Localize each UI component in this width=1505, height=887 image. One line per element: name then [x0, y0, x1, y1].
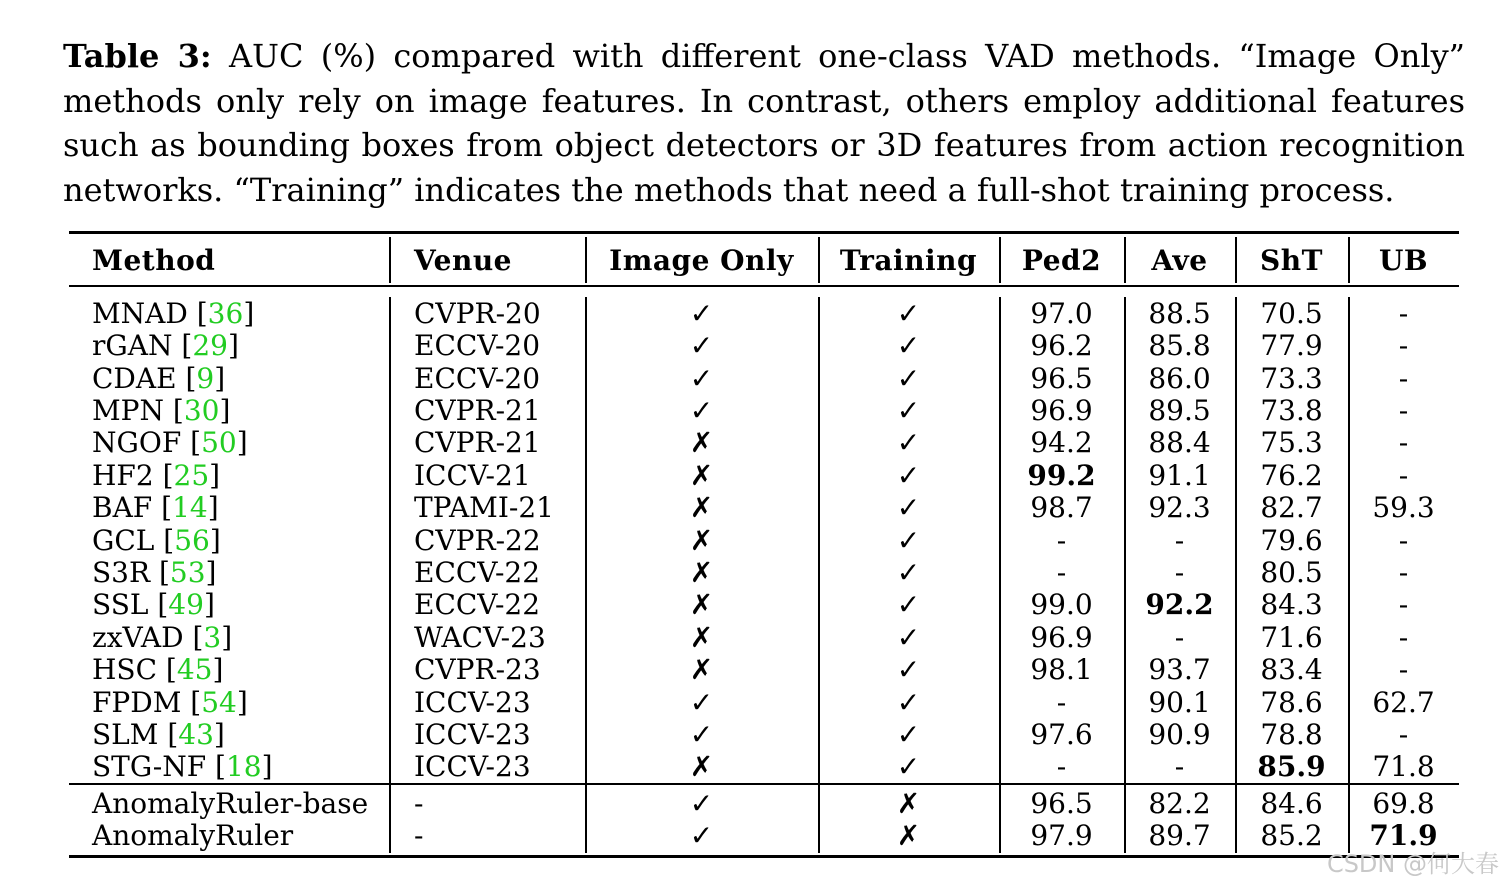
cell-training: ✓ [896, 717, 921, 751]
citation-link[interactable]: 43 [178, 717, 214, 751]
header-venue: Venue [414, 243, 512, 277]
header-rule [69, 285, 1459, 287]
citation-link[interactable]: 9 [196, 361, 215, 395]
cell-image-only: ✓ [689, 819, 714, 853]
cell-sht: 73.8 [1260, 393, 1323, 427]
cell-ub: 71.8 [1372, 750, 1435, 784]
method-name: BAF [92, 491, 153, 525]
cell-ub: - [1398, 296, 1409, 330]
cell-venue: CVPR-23 [414, 653, 541, 687]
table-row [69, 589, 1459, 621]
column-separator [999, 785, 1001, 853]
cell-ped2: 96.5 [1030, 786, 1093, 820]
cell-sht: 82.7 [1260, 491, 1323, 525]
column-separator [1124, 237, 1126, 283]
cell-ub: 69.8 [1372, 786, 1435, 820]
column-separator [389, 237, 391, 283]
cell-ub: - [1398, 653, 1409, 687]
column-separator [1348, 297, 1350, 783]
column-separator [585, 785, 587, 853]
cell-ave: 90.1 [1148, 685, 1211, 719]
cell-training: ✓ [896, 393, 921, 427]
cell-training: ✓ [896, 426, 921, 460]
column-separator [818, 297, 820, 783]
cell-ub: - [1398, 523, 1409, 557]
citation-link[interactable]: 18 [225, 750, 262, 784]
cell-sht: 71.6 [1260, 620, 1323, 654]
cell-image-only: ✗ [689, 555, 714, 589]
cell-method: GCL [ 56 ] [92, 523, 221, 557]
citation-link[interactable]: 53 [169, 555, 206, 589]
cell-training: ✓ [896, 296, 921, 330]
cell-venue: ECCV-20 [414, 329, 541, 363]
cell-ave: - [1174, 523, 1185, 557]
table-row [69, 394, 1459, 426]
cell-venue: CVPR-21 [414, 393, 541, 427]
table-row [69, 524, 1459, 556]
table-row [69, 329, 1459, 361]
table-row [69, 653, 1459, 685]
cell-venue: - [414, 786, 424, 820]
cell-training: ✓ [896, 555, 921, 589]
cell-image-only: ✗ [689, 588, 714, 622]
table-row [69, 787, 1459, 819]
header-training: Training [839, 243, 978, 277]
citation-link[interactable]: 54 [201, 685, 237, 719]
cell-training: ✓ [896, 620, 921, 654]
cell-image-only: ✓ [689, 296, 714, 330]
cell-ped2: 97.6 [1030, 717, 1093, 751]
column-separator [1124, 785, 1126, 853]
cell-ave: 92.3 [1148, 491, 1211, 525]
table-header-row [69, 237, 1459, 283]
method-name: SSL [92, 588, 149, 622]
cell-training: ✗ [896, 786, 921, 820]
cell-image-only: ✗ [689, 426, 714, 460]
cell-sht: 84.3 [1260, 588, 1323, 622]
citation-link[interactable]: 50 [201, 426, 237, 460]
cell-ave: 90.9 [1148, 717, 1211, 751]
method-name: rGAN [92, 329, 173, 363]
cell-sht: 85.9 [1257, 750, 1326, 784]
column-separator [1348, 785, 1350, 853]
table-row [69, 491, 1459, 523]
cell-venue: - [414, 819, 424, 853]
method-name: NGOF [92, 426, 182, 460]
cell-ub: - [1398, 361, 1409, 395]
cell-ave: 85.8 [1148, 329, 1211, 363]
cell-ub: 71.9 [1369, 819, 1438, 853]
cell-image-only: ✓ [689, 361, 714, 395]
cell-ped2: 98.1 [1030, 653, 1093, 687]
cell-image-only: ✗ [689, 750, 714, 784]
table-row [69, 556, 1459, 588]
cell-image-only: ✓ [689, 329, 714, 363]
cell-ub: - [1398, 717, 1409, 751]
cell-ub: - [1398, 426, 1409, 460]
cell-ave: 88.4 [1148, 426, 1211, 460]
cell-method: BAF [ 14 ] [92, 491, 219, 525]
cell-method: FPDM [ 54 ] [92, 685, 248, 719]
cell-ub: - [1398, 458, 1409, 492]
cell-ped2: 99.2 [1027, 458, 1096, 492]
method-name: HSC [92, 653, 158, 687]
table-row [69, 362, 1459, 394]
cell-method: HSC [ 45 ] [92, 653, 224, 687]
cell-sht: 79.6 [1260, 523, 1323, 557]
column-separator [1235, 237, 1237, 283]
cell-method [69, 787, 389, 819]
cell-method: SSL [ 49 ] [92, 588, 215, 622]
cell-method: CDAE [ 9 ] [92, 361, 226, 395]
citation-link[interactable]: 36 [207, 296, 244, 330]
cell-sht: 76.2 [1260, 458, 1323, 492]
cell-ub: - [1398, 393, 1409, 427]
cell-image-only: ✗ [689, 523, 714, 557]
cell-ave: 86.0 [1148, 361, 1211, 395]
cell-training: ✓ [896, 653, 921, 687]
method-name: S3R [92, 555, 151, 589]
table-row [69, 819, 1459, 851]
method-name: STG-NF [92, 750, 207, 784]
cell-ub: 59.3 [1372, 491, 1435, 525]
citation-link[interactable]: 3 [203, 620, 222, 654]
cell-ped2: - [1056, 555, 1067, 589]
cell-method: HF2 [ 25 ] [92, 458, 221, 492]
header-method: Method [92, 243, 216, 277]
column-separator [585, 297, 587, 783]
cell-ped2: 97.0 [1030, 296, 1093, 330]
cell-ped2: - [1056, 685, 1067, 719]
header-image-only: Image Only [609, 243, 794, 277]
column-separator [818, 785, 820, 853]
citation-link[interactable]: 45 [176, 653, 213, 687]
cell-method: MPN [ 30 ] [92, 393, 231, 427]
cell-method [69, 819, 389, 851]
cell-venue: WACV-23 [414, 620, 546, 654]
cell-image-only: ✓ [689, 786, 714, 820]
table-row [69, 427, 1459, 459]
cell-ave: - [1174, 555, 1185, 589]
method-name: CDAE [92, 361, 177, 395]
column-separator [585, 237, 587, 283]
table-bottom-rule [69, 855, 1459, 858]
cell-ped2: - [1056, 750, 1067, 784]
cell-sht: 84.6 [1260, 786, 1323, 820]
cell-sht: 83.4 [1260, 653, 1323, 687]
cell-method: NGOF [ 50 ] [92, 426, 248, 460]
column-separator [818, 237, 820, 283]
cell-sht: 77.9 [1260, 329, 1323, 363]
table-row [69, 686, 1459, 718]
table-caption [63, 34, 1465, 212]
cell-ub: - [1398, 555, 1409, 589]
citation-link[interactable]: 14 [172, 491, 208, 525]
cell-sht: 80.5 [1260, 555, 1323, 589]
cell-method: S3R [ 53 ] [92, 555, 217, 589]
caption-label: Table 3: [63, 37, 212, 75]
method-name: MNAD [92, 296, 188, 330]
cell-method: rGAN [ 29 ] [92, 329, 239, 363]
cell-ave: 91.1 [1148, 458, 1211, 492]
cell-sht: 78.6 [1260, 685, 1323, 719]
cell-venue: ICCV-23 [414, 750, 531, 784]
cell-venue: ICCV-23 [414, 717, 531, 751]
header-ub: UB [1378, 243, 1429, 277]
cell-training: ✗ [896, 819, 921, 853]
cell-ub: - [1398, 588, 1409, 622]
cell-ave: 89.5 [1148, 393, 1211, 427]
column-separator [389, 297, 391, 783]
cell-ped2: 94.2 [1030, 426, 1093, 460]
cell-ave: - [1174, 750, 1185, 784]
cell-sht: 73.3 [1260, 361, 1323, 395]
cell-ped2: 96.5 [1030, 361, 1093, 395]
cell-method: zxVAD [ 3 ] [92, 620, 233, 654]
ours-separator-rule [69, 783, 1459, 785]
cell-training: ✓ [896, 491, 921, 525]
cell-sht: 75.3 [1260, 426, 1323, 460]
cell-venue: CVPR-20 [414, 296, 541, 330]
cell-ped2: 96.9 [1030, 620, 1093, 654]
table-row [69, 459, 1459, 491]
method-name: FPDM [92, 685, 182, 719]
method-name: zxVAD [92, 620, 184, 654]
table-row [69, 297, 1459, 329]
column-separator [1235, 785, 1237, 853]
cell-method: SLM [ 43 ] [92, 717, 225, 751]
method-name: SLM [92, 717, 159, 751]
column-separator [999, 297, 1001, 783]
cell-training: ✓ [896, 458, 921, 492]
cell-ave: 93.7 [1148, 653, 1211, 687]
citation-link[interactable]: 29 [192, 329, 228, 363]
cell-ave: 89.7 [1148, 819, 1211, 853]
cell-venue: TPAMI-21 [414, 491, 554, 525]
cell-ped2: - [1056, 523, 1067, 557]
method-name: AnomalyRuler [92, 819, 294, 853]
method-name: AnomalyRuler-base [92, 786, 369, 820]
cell-ave: 88.5 [1148, 296, 1211, 330]
cell-training: ✓ [896, 588, 921, 622]
cell-ped2: 99.0 [1030, 588, 1093, 622]
cell-image-only: ✗ [689, 653, 714, 687]
citation-link[interactable]: 30 [183, 393, 220, 427]
table-row [69, 751, 1459, 783]
cell-method: MNAD [ 36 ] [92, 296, 255, 330]
header-sht: ShT [1260, 243, 1323, 277]
column-separator [999, 237, 1001, 283]
cell-training: ✓ [896, 750, 921, 784]
cell-training: ✓ [896, 329, 921, 363]
cell-venue: ICCV-21 [414, 458, 531, 492]
method-name: GCL [92, 523, 155, 557]
cell-ped2: 96.9 [1030, 393, 1093, 427]
cell-ave: 82.2 [1148, 786, 1211, 820]
cell-image-only: ✗ [689, 620, 714, 654]
column-separator [389, 785, 391, 853]
caption-text: AUC (%) compared with different one-class VAD methods. “Image Only” methods only rely on image features. In contrast, others employ additional features such as bounding boxes from object detectors or 3D features from action recognition networks. “Training” indicates the methods that need a full-shot training process. [63, 37, 1466, 209]
cell-venue: CVPR-21 [414, 426, 541, 460]
cell-ub: 62.7 [1372, 685, 1435, 719]
cell-image-only: ✓ [689, 717, 714, 751]
cell-ped2: 97.9 [1030, 819, 1093, 853]
cell-venue: CVPR-22 [414, 523, 541, 557]
column-separator [1235, 297, 1237, 783]
cell-training: ✓ [896, 523, 921, 557]
cell-sht: 70.5 [1260, 296, 1323, 330]
method-name: HF2 [92, 458, 154, 492]
table-row [69, 718, 1459, 750]
column-separator [1124, 297, 1126, 783]
cell-ave: 92.2 [1145, 588, 1214, 622]
header-ped2: Ped2 [1021, 243, 1102, 277]
table-row [69, 621, 1459, 653]
cell-ub: - [1398, 620, 1409, 654]
cell-ped2: 98.7 [1030, 491, 1093, 525]
cell-image-only: ✓ [689, 685, 714, 719]
cell-image-only: ✗ [689, 491, 714, 525]
cell-sht: 78.8 [1260, 717, 1323, 751]
cell-venue: ECCV-22 [414, 588, 541, 622]
cell-method: STG-NF [ 18 ] [92, 750, 273, 784]
cell-image-only: ✗ [689, 458, 714, 492]
cell-training: ✓ [896, 361, 921, 395]
column-separator [1348, 237, 1350, 283]
cell-image-only: ✓ [689, 393, 714, 427]
method-name: MPN [92, 393, 165, 427]
citation-link[interactable]: 56 [174, 523, 210, 557]
cell-venue: ECCV-20 [414, 361, 541, 395]
citation-link[interactable]: 25 [173, 458, 210, 492]
cell-venue: ECCV-22 [414, 555, 541, 589]
citation-link[interactable]: 49 [168, 588, 204, 622]
header-ave: Ave [1151, 243, 1208, 277]
cell-ped2: 96.2 [1030, 329, 1093, 363]
cell-sht: 85.2 [1260, 819, 1323, 853]
cell-ave: - [1174, 620, 1185, 654]
cell-training: ✓ [896, 685, 921, 719]
cell-ub: - [1398, 329, 1409, 363]
table-top-rule [69, 231, 1459, 234]
cell-venue: ICCV-23 [414, 685, 531, 719]
watermark: CSDN @何大春 [1326, 850, 1499, 878]
